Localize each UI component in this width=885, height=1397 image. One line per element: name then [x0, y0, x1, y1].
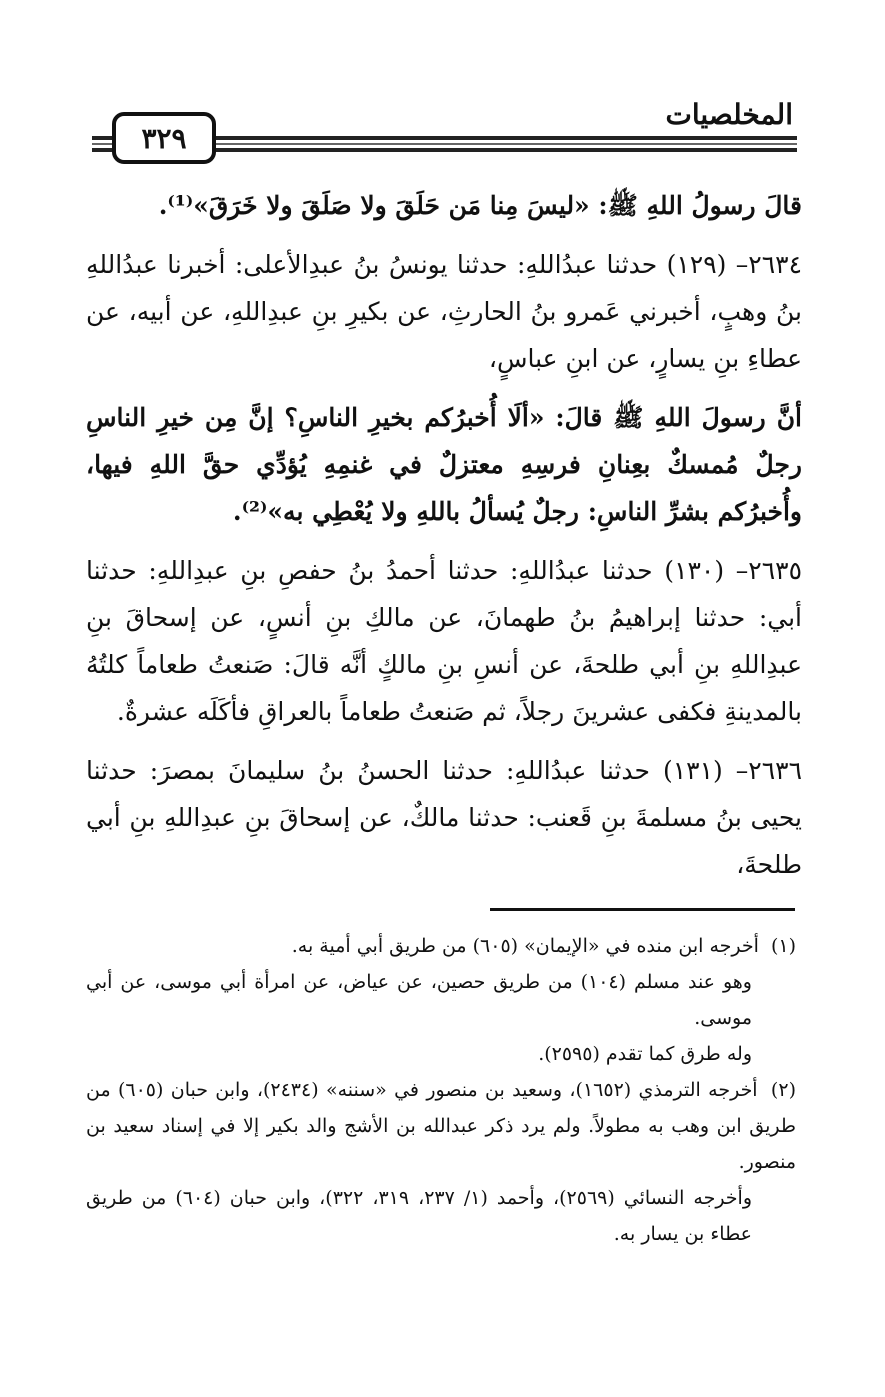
- footnote-2-number: (٢): [770, 1079, 796, 1101]
- hadith-2634-matn: أنَّ رسولَ اللهِ ﷺ قالَ: «ألَا أُخبرُكم بخيرِ الناسِ؟ إنَّ مِن خيرِ الناسِ رجلٌ مُمسكٌ بعِنانِ فرسِهِ معتزلٌ في غنمِهِ يُؤدِّي حقَّ اللهِ فيها، وأُخبرُكم بشرِّ الناسِ: رجلٌ يُسألُ باللهِ ولا يُعْطِي به»⁽²⁾.: [86, 403, 802, 526]
- paragraph-gap: [86, 229, 802, 241]
- footnote-1-line-1: أخرجه ابن منده في «الإيمان» (٦٠٥) من طريق أبي أمية به.: [291, 935, 759, 957]
- page-number: ٣٢٩: [112, 112, 216, 164]
- main-text: [86, 182, 802, 888]
- paragraph-gap: [86, 735, 802, 747]
- hadith-2635: ٢٦٣٥– (١٣٠) حدثنا عبدُاللهِ: حدثنا أحمدُ بنُ حفصِ بنِ عبدِاللهِ: حدثنا أبي: حدثنا إبراهيمُ بنُ طهمانَ، عن مالكِ بنِ أنسٍ، عن إسحاقَ بنِ عبدِاللهِ بنِ أبي طلحةَ، عن أنسِ بنِ مالكٍ أنَّه قالَ: صَنعتُ طعاماً كلتُهُ بالمدينةِ فكفى عشرينَ رجلاً، ثم صَنعتُ طعاماً بالعراقِ فأكَلَه عشرةٌ.: [86, 556, 803, 726]
- paragraph-gap: [86, 535, 802, 547]
- footnotes: [86, 928, 796, 1252]
- footnote-1-line-3: وله طرق كما تقدم (٢٥٩٥).: [538, 1043, 752, 1065]
- paragraph-gap: [86, 382, 802, 394]
- footnote-2: [86, 1072, 796, 1180]
- hadith-2636: ٢٦٣٦– (١٣١) حدثنا عبدُاللهِ: حدثنا الحسنُ بنُ سليمانَ بمصرَ: حدثنا يحيى بنُ مسلمةَ بنِ قَعنب: حدثنا مالكٌ، عن إسحاقَ بنِ عبدِاللهِ بنِ أبي طلحةَ،: [86, 756, 802, 879]
- running-title: المخلصيات: [665, 98, 793, 131]
- footnote-2-line-1: أخرجه الترمذي (١٦٥٢)، وسعيد بن منصور في «سننه» (٢٤٣٤)، وابن حبان (٦٠٥) من طريق ابن وهب به مطولاً. ولم يرد ذكر عبدالله بن الأشج والد بكير إلا في إسناد سعيد بن منصور.: [86, 1079, 796, 1173]
- footnote-separator: [490, 908, 795, 911]
- footnote-1-line-2: وهو عند مسلم (١٠٤) من طريق حصين، عن عياض، عن امرأة أبي موسى، عن أبي موسى.: [86, 971, 752, 1029]
- hadith-2634-isnad: ٢٦٣٤– (١٢٩) حدثنا عبدُاللهِ: حدثنا يونسُ بنُ عبدِالأعلى: أخبرنا عبدُاللهِ بنُ وهبٍ، أخبرني عَمرو بنُ الحارثِ، عن بكيرِ بنِ عبدِاللهِ، عن أبيه، عن عطاءِ بنِ يسارٍ، عن ابنِ عباسٍ،: [86, 250, 803, 373]
- hadith-2633-ending: قالَ رسولُ اللهِ ﷺ: «ليسَ مِنا مَن حَلَقَ ولا صَلَقَ ولا خَرَقَ»⁽¹⁾.: [158, 191, 802, 220]
- footnote-1: [86, 928, 796, 964]
- footnote-2-line-2: وأخرجه النسائي (٢٥٦٩)، وأحمد (١/ ٢٣٧، ٣١٩، ٣٢٢)، وابن حبان (٦٠٤) من طريق عطاء بن يسار به.: [86, 1187, 753, 1245]
- footnote-1-number: (١): [770, 935, 796, 957]
